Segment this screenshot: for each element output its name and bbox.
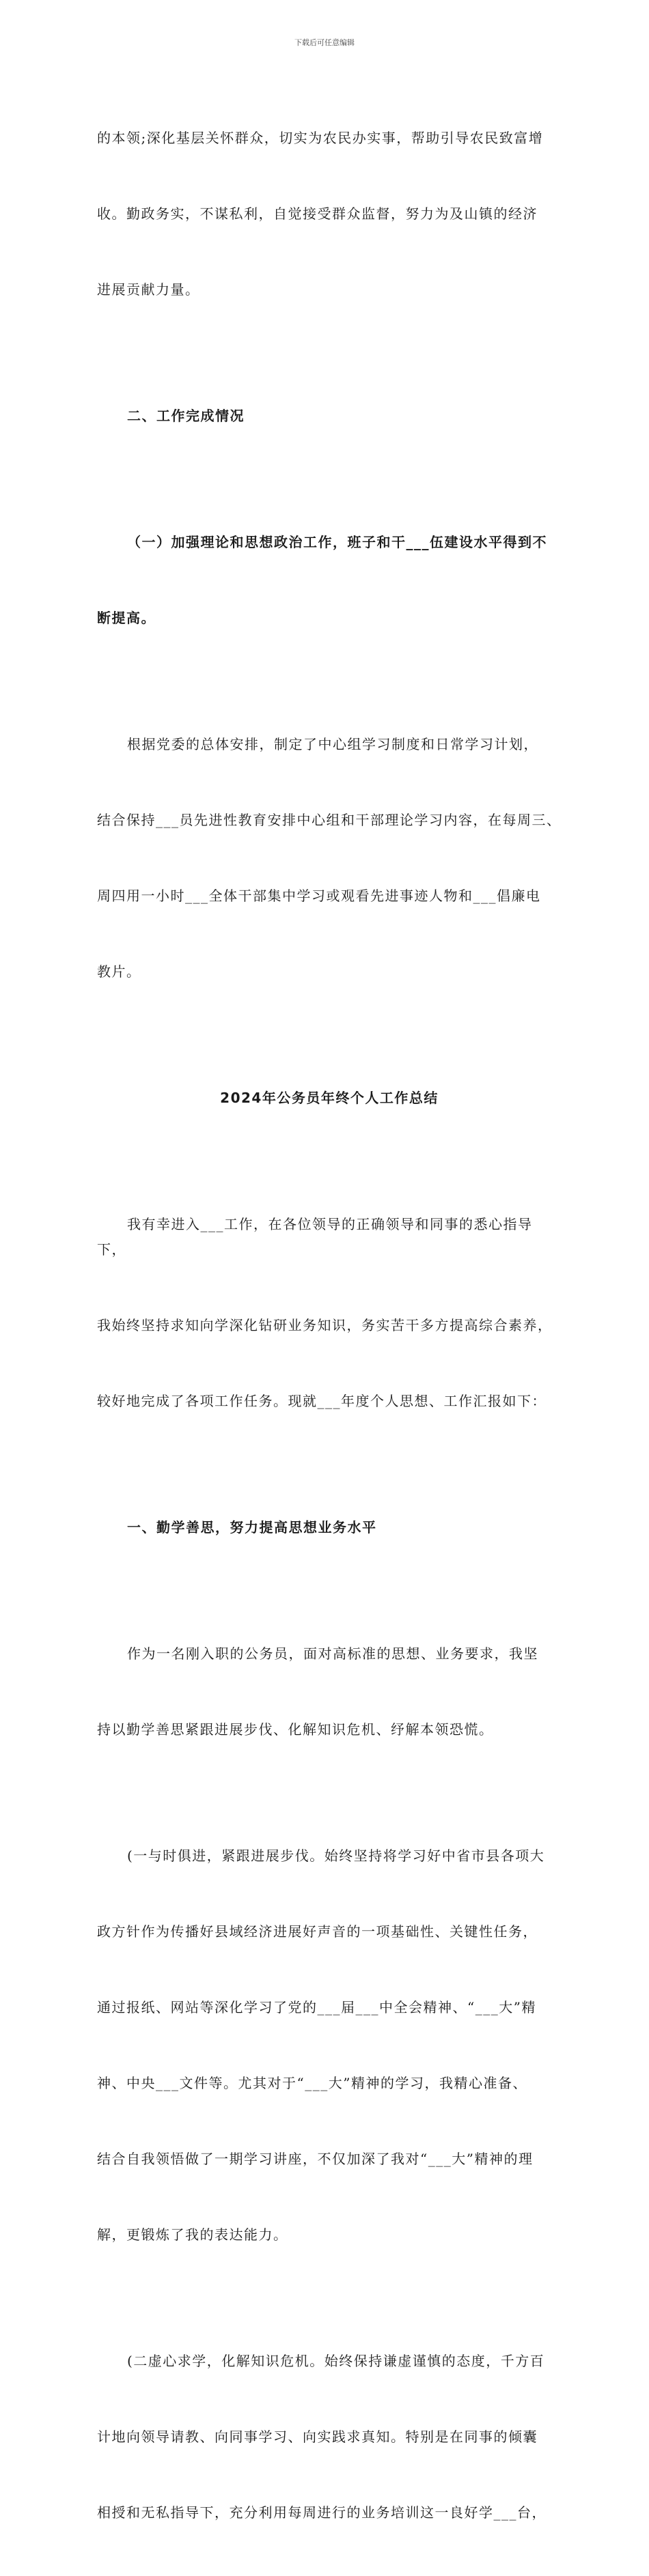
text-line: 解，更锻炼了我的表达能力。 [97, 2226, 288, 2243]
text-line: 二、工作完成情况 [127, 408, 245, 424]
text-line: 我有幸进入___工作，在各位领导的正确领导和同事的悉心指导下， [97, 1216, 533, 1258]
section-heading-work-completion [97, 353, 562, 479]
text-line: 较好地完成了各项工作任务。现就___年度个人思想、工作汇报如下： [97, 1393, 547, 1409]
paragraph-party-committee [97, 681, 562, 1035]
text-line: 作为一名刚入职的公务员，面对高标准的思想、业务要求，我坚 [127, 1645, 538, 1662]
text-line: 断提高。 [97, 610, 156, 626]
text-line: （一）加强理论和思想政治工作，班子和干___伍建设水平得到不 [127, 534, 547, 550]
text-line: (一与时俱进，紧跟进展步伐。始终坚持将学习好中省市县各项大 [127, 1848, 545, 1864]
text-line: 持以勤学善思紧跟进展步伐、化解知识危机、纾解本领恐慌。 [97, 1721, 494, 1738]
paragraph-intro-summary [97, 1161, 562, 1464]
text-line: 我始终坚持求知向学深化钻研业务知识，务实苦干多方提高综合素养， [97, 1317, 553, 1333]
page-header: 下载后可任意编辑 [294, 38, 355, 47]
text-line: 教片。 [97, 963, 141, 980]
section-heading-study [97, 1464, 562, 1591]
text-line: 周四用一小时___全体干部集中学习或观看先进事迹人物和___倡廉电 [97, 888, 541, 904]
text-line: 收。勤政务实，不谋私利，自觉接受群众监督，努力为及山镇的经济 [97, 206, 538, 222]
paragraph-keep-pace [97, 1793, 562, 2298]
text-line: 计地向领导请教、向同事学习、向实践求真知。特别是在同事的倾囊 [97, 2429, 538, 2445]
text-line: 结合保持___员先进性教育安排中心组和干部理论学习内容，在每周三、 [97, 812, 562, 828]
text-line: 一、勤学善思，努力提高思想业务水平 [127, 1519, 377, 1535]
text-line: 结合自我领悟做了一期学习讲座，不仅加深了我对“___大”精神的理 [97, 2151, 534, 2167]
text-line: 政方针作为传播好县域经济进展好声音的一项基础性、关键性任务， [97, 1923, 538, 1940]
paragraph-intro [97, 75, 562, 353]
paragraph-humble-learning [97, 2298, 562, 2576]
text-line: 进展贡献力量。 [97, 281, 200, 298]
text-line: 根据党委的总体安排，制定了中心组学习制度和日常学习计划， [127, 736, 538, 752]
document-body [97, 75, 562, 2576]
paragraph-new-civil-servant [97, 1591, 562, 1793]
text-line: 2024年公务员年终个人工作总结 [220, 1090, 439, 1106]
text-line: 相授和无私指导下，充分利用每周进行的业务培训这一良好学___台， [97, 2504, 547, 2521]
text-line: 神、中央___文件等。尤其对于“___大”精神的学习，我精心准备、 [97, 2075, 527, 2091]
document-title [97, 1035, 562, 1161]
text-line: 的本领;深化基层关怀群众，切实为农民办实事，帮助引导农民致富增 [97, 130, 544, 146]
text-line: 通过报纸、网站等深化学习了党的___届___中全会精神、“___大”精 [97, 1999, 536, 2015]
subsection-heading-theory [97, 479, 562, 681]
text-line: (二虚心求学，化解知识危机。始终保持谦虚谨慎的态度，千方百 [127, 2353, 545, 2369]
